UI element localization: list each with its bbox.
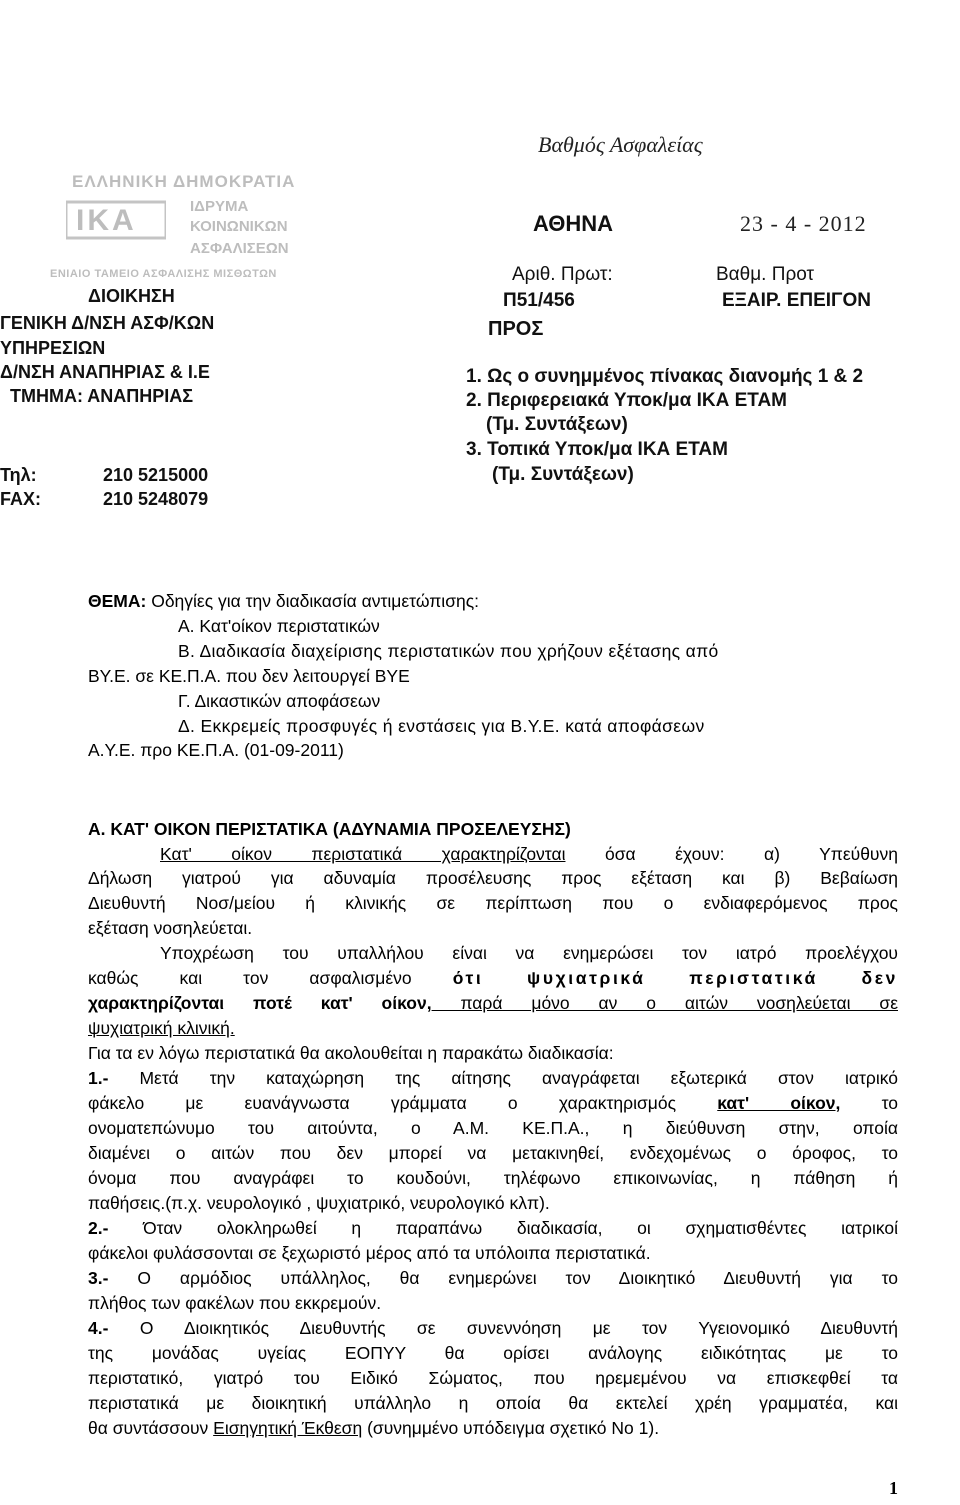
step-2-line: φάκελοι φυλάσσονται σε ξεχωριστό μέρος από τα υπόλοιπα περιστατικά. (88, 1243, 651, 1263)
subject-item-d: Δ. Εκκρεμείς προσφυγές ή ενστάσεις για Β.Υ.Ε. κατά αποφάσεων (178, 716, 705, 736)
step-1-line: όνομα που αναγράφει το κουδούνι, τηλέφωνο επικοινωνίας, η πάθηση ή (88, 1168, 898, 1188)
protocol-label: Αριθ. Πρωτ: (512, 264, 613, 285)
logo-lettering: ΙΚΑ (76, 204, 137, 237)
underlined-phrase: παρά μόνο αν ο αιτών νοσηλεύεται σε (431, 993, 898, 1013)
subject-item-d-cont: Α.Υ.Ε. προ ΚΕ.Π.Α. (01-09-2011) (88, 740, 344, 760)
recipient: (Τμ. Συντάξεων) (486, 414, 628, 435)
recipient: 1. Ως ο συνημμένος πίνακας διανομής 1 & 2 (466, 366, 864, 387)
para-2-line: ψυχιατρική κλινική. (88, 1018, 235, 1038)
para-2-line (88, 991, 898, 1016)
step-1-line: ονοματεπώνυμο του αιτούντα, ο Α.Μ. ΚΕ.Π.Α., η διεύθυνση στην, οποία (88, 1118, 898, 1138)
subject-line (88, 589, 479, 614)
step-4-line: περιστατικά με διοικητική υπάλληλο η οποία θα εκτελεί χρέη γραμματέα, και (88, 1393, 898, 1413)
letterhead-line: ΤΜΗΜΑ: ΑΝΑΠΗΡΙΑΣ (10, 386, 194, 406)
text-run: όσα έχουν: α) Υπεύθυνη (565, 844, 898, 864)
letterhead-asfaliseon: ΑΣΦΑΛΙΣΕΩΝ (190, 240, 289, 257)
text-run: καθώς και τον ασφαλισμένο (88, 968, 453, 988)
step-2-line (88, 1216, 898, 1241)
subject-label: ΘΕΜΑ: (88, 591, 147, 611)
text-run: θα συντάσσουν (88, 1418, 214, 1438)
underlined-phrase: Κατ' οίκον περιστατικά χαρακτηρίζονται (160, 844, 566, 864)
step-1-line (88, 1066, 898, 1091)
fax-label: FAX: (0, 489, 42, 509)
para-2-line (88, 966, 898, 991)
subject-item-b-cont: ΒΥ.Ε. σε ΚΕ.Π.Α. που δεν λειτουργεί ΒΥΕ (88, 666, 410, 686)
text-run: (συνημμένο υπόδειγμα σχετικό Νο 1). (362, 1418, 660, 1438)
para-2-line: Υποχρέωση του υπαλλήλου είναι να ενημερώσει τον ιατρό προελέγχου (160, 943, 898, 963)
para-1-line: Διευθυντή Νοσ/μείου ή κλινικής σε περίπτωση που ο ενδιαφερόμενος προς (88, 893, 898, 913)
step-number: 1.- (88, 1068, 109, 1088)
security-grade: Βαθμός Ασφαλείας (538, 132, 703, 157)
text-run: Μετά την καταχώρηση της αίτησης αναγράφεται εξωτερικά στον ιατρικό (108, 1068, 898, 1088)
place: ΑΘΗΝΑ (533, 211, 614, 236)
recipient: 3. Τοπικά Υποκ/μα ΙΚΑ ΕΤΑΜ (466, 439, 728, 460)
step-number: 4.- (88, 1318, 109, 1338)
step-4-line: της μονάδας υγείας ΕΟΠΥΥ θα ορίσει ανάλογης ειδικότητας με το (88, 1343, 898, 1363)
step-1-line: διαμένει ο αιτών που δεν μπορεί να μετακινηθεί, ενδεχομένως ο όροφος, το (88, 1143, 898, 1163)
step-4-line (88, 1416, 659, 1441)
step-number: 3.- (88, 1268, 109, 1288)
bold-underlined-phrase: κατ' οίκον, (717, 1093, 841, 1113)
procedure-intro: Για τα εν λόγω περιστατικά θα ακολουθείται η παρακάτω διαδικασία: (88, 1043, 614, 1063)
priority-label: Βαθμ. Προτ (716, 264, 815, 285)
text-run: το (840, 1093, 898, 1113)
letterhead-line: ΓΕΝΙΚΗ Δ/ΝΣΗ ΑΣΦ/ΚΩΝ (0, 313, 215, 333)
subject-item-g: Γ. Δικαστικών αποφάσεων (178, 691, 381, 711)
letterhead-republic: ΕΛΛΗΝΙΚΗ ΔΗΜΟΚΡΑΤΙΑ (72, 172, 296, 191)
protocol-number: Π51/456 (503, 290, 575, 311)
to-label: ΠΡΟΣ (488, 318, 544, 340)
para-1-line: Δήλωση γιατρού για αδυναμία προσέλευσης προς εξέταση και β) Βεβαίωση (88, 868, 898, 888)
letterhead-idryma: ΙΔΡΥΜΑ (190, 198, 249, 215)
letterhead-fund: ΕΝΙΑΙΟ ΤΑΜΕΙΟ ΑΣΦΑΛΙΣΗΣ ΜΙΣΘΩΤΩΝ (50, 268, 277, 280)
bold-phrase: χαρακτηρίζονται ποτέ κατ' οίκον, (88, 993, 432, 1013)
step-1-line: παθήσεις.(π.χ. νευρολογικό , ψυχιατρικό, νευρολογικό κλπ). (88, 1193, 550, 1213)
letterhead-koinonikon: ΚΟΙΝΩΝΙΚΩΝ (190, 218, 288, 235)
underlined-phrase: Εισηγητική Έκθεση (213, 1418, 363, 1438)
page-number: 1 (889, 1478, 898, 1498)
text-run: Ο αρμόδιος υπάλληλος, θα ενημερώνει τον Διοικητικό Διευθυντή για το (108, 1268, 898, 1288)
tel-number: 210 5215000 (103, 465, 209, 485)
step-4-line (88, 1316, 898, 1341)
step-1-line (88, 1091, 898, 1116)
recipient: 2. Περιφερειακά Υποκ/μα ΙΚΑ ΕΤΑΜ (466, 390, 787, 411)
fax-number: 210 5248079 (103, 489, 209, 509)
subject-item-b: Β. Διαδικασία διαχείρισης περιστατικών που χρήζουν εξέτασης από (178, 641, 719, 661)
subject-item-a: Α. Κατ'οίκον περιστατικών (178, 616, 380, 636)
letterhead-line: Δ/ΝΣΗ ΑΝΑΠΗΡΙΑΣ & Ι.Ε (0, 362, 210, 382)
text-run: Όταν ολοκληρωθεί η παραπάνω διαδικασία, οι σχηματισθέντες ιατρικοί (108, 1218, 898, 1238)
step-3-line (88, 1266, 898, 1291)
text-run: φάκελο με ευανάγνωστα γράμματα ο χαρακτηρισμός (88, 1093, 718, 1113)
letterhead-line: ΥΠΗΡΕΣΙΩΝ (0, 338, 106, 358)
recipient: (Τμ. Συντάξεων) (492, 464, 634, 485)
bold-spaced-phrase: ότι ψυχιατρικά περιστατικά δεν (452, 968, 899, 988)
letterhead-line: ΔΙΟΙΚΗΣΗ (88, 286, 175, 306)
para-1-line (88, 842, 898, 867)
tel-label: Τηλ: (0, 465, 37, 485)
step-4-line: περιστατικό, γιατρό του Ειδικό Σώματος, που ηρεμεμένου να επισκεφθεί τα (88, 1368, 898, 1388)
subject-title: Οδηγίες για την διαδικασία αντιμετώπισης: (151, 591, 480, 611)
date: 23 - 4 - 2012 (740, 211, 867, 236)
section-a-heading: Α. ΚΑΤ' ΟΙΚΟΝ ΠΕΡΙΣΤΑΤΙΚΑ (ΑΔΥΝΑΜΙΑ ΠΡΟΣΕΛΕΥΣΗΣ) (88, 819, 571, 839)
text-run: Ο Διοικητικός Διευθυντής σε συνεννόηση με τον Υγειονομικό Διευθυντή (108, 1318, 898, 1338)
priority-value: ΕΞΑΙΡ. ΕΠΕΙΓΟΝ (722, 290, 871, 311)
para-1-line: εξέταση νοσηλεύεται. (88, 918, 253, 938)
step-number: 2.- (88, 1218, 109, 1238)
step-3-line: πλήθος των φακέλων που εκκρεμούν. (88, 1293, 382, 1313)
